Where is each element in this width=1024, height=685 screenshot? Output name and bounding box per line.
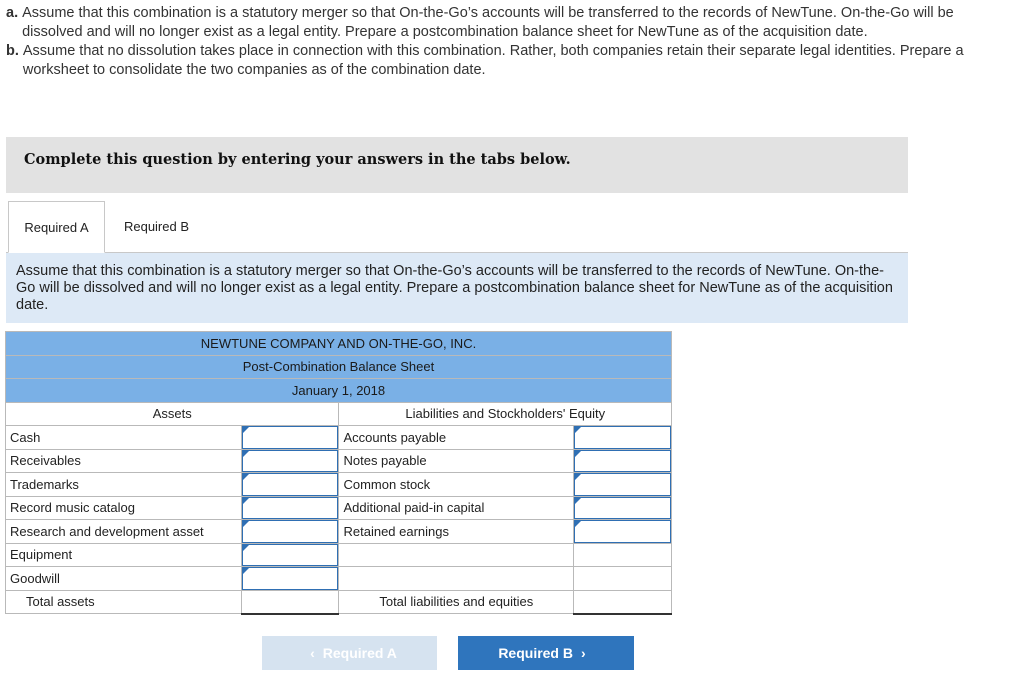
instruction-a xyxy=(6,4,1006,42)
asset-label-trademarks: Trademarks xyxy=(6,473,242,497)
liab-input-cell xyxy=(574,496,672,520)
input-marker-icon xyxy=(243,568,249,574)
sheet-company: NEWTUNE COMPANY AND ON-THE-GO, INC. xyxy=(6,332,672,356)
table-row xyxy=(6,543,672,567)
empty-cell xyxy=(574,543,672,567)
asset-input-cell xyxy=(241,567,339,591)
liab-label-notes-payable: Notes payable xyxy=(339,449,574,473)
input-marker-icon xyxy=(575,498,581,504)
trademarks-input[interactable] xyxy=(242,473,339,496)
asset-input-cell xyxy=(241,426,339,450)
liab-input-cell xyxy=(574,426,672,450)
asset-label-goodwill: Goodwill xyxy=(6,567,242,591)
notes-payable-input[interactable] xyxy=(574,450,671,473)
asset-input-cell xyxy=(241,473,339,497)
cash-input[interactable] xyxy=(242,426,339,449)
instruction-b-label: b. xyxy=(6,43,19,59)
sheet-date: January 1, 2018 xyxy=(6,379,672,403)
prev-button-label: Required A xyxy=(322,645,397,661)
sheet-company-row xyxy=(6,332,672,356)
instruction-a-text: Assume that this combination is a statutory merger so that On-the-Go’s accounts will be transferred to the records of NewTune. On-the-Go will be dissolved and will no longer exist as a legal entity. Prepare a postcombination balance sheet for NewTune as of the acquisition date. xyxy=(22,5,954,40)
balance-sheet-table xyxy=(5,331,672,615)
question-prompt xyxy=(6,253,908,323)
liab-label-common-stock: Common stock xyxy=(339,473,574,497)
input-marker-icon xyxy=(575,427,581,433)
complete-banner-text: Complete this question by entering your answers in the tabs below. xyxy=(24,151,571,168)
empty-cell xyxy=(339,567,574,591)
input-marker-icon xyxy=(243,498,249,504)
input-marker-icon xyxy=(243,521,249,527)
table-row xyxy=(6,473,672,497)
goodwill-input[interactable] xyxy=(242,567,339,590)
retained-earnings-input[interactable] xyxy=(574,520,671,543)
input-marker-icon xyxy=(243,474,249,480)
prev-required-a-button[interactable] xyxy=(262,636,437,670)
liab-input-cell xyxy=(574,449,672,473)
tab-bar xyxy=(6,201,908,253)
complete-banner xyxy=(6,137,908,193)
sheet-date-row xyxy=(6,379,672,403)
record-music-catalog-input[interactable] xyxy=(242,497,339,520)
instruction-b xyxy=(6,42,1006,80)
input-marker-icon xyxy=(575,474,581,480)
apic-input[interactable] xyxy=(574,497,671,520)
instruction-b-text: Assume that no dissolution takes place in connection with this combination. Rather, both companies retain their separate legal identities. Prepare a worksheet to consolidate the two companies as of the combination date. xyxy=(22,43,964,78)
asset-input-cell xyxy=(241,543,339,567)
asset-label-equipment: Equipment xyxy=(6,543,242,567)
total-liab-value xyxy=(574,590,672,614)
sheet-title-row xyxy=(6,355,672,379)
liab-input-cell xyxy=(574,520,672,544)
chevron-right-icon: › xyxy=(581,645,586,661)
total-assets-label: Total assets xyxy=(6,590,242,614)
rd-asset-input[interactable] xyxy=(242,520,339,543)
next-required-b-button[interactable] xyxy=(458,636,634,670)
accounts-payable-input[interactable] xyxy=(574,426,671,449)
total-row xyxy=(6,590,672,614)
liab-label-apic: Additional paid-in capital xyxy=(339,496,574,520)
sheet-title: Post-Combination Balance Sheet xyxy=(6,355,672,379)
asset-input-cell xyxy=(241,520,339,544)
instruction-a-label: a. xyxy=(6,5,19,21)
receivables-input[interactable] xyxy=(242,450,339,473)
instructions xyxy=(6,4,1006,80)
table-row xyxy=(6,449,672,473)
liab-input-cell xyxy=(574,473,672,497)
chevron-left-icon: ‹ xyxy=(310,645,315,661)
asset-input-cell xyxy=(241,496,339,520)
total-assets-value xyxy=(241,590,339,614)
asset-label-record-music-catalog: Record music catalog xyxy=(6,496,242,520)
table-row xyxy=(6,520,672,544)
tab-required-a[interactable]: Required A xyxy=(8,201,105,253)
table-row xyxy=(6,496,672,520)
input-marker-icon xyxy=(243,545,249,551)
liab-label-accounts-payable: Accounts payable xyxy=(339,426,574,450)
total-liab-label: Total liabilities and equities xyxy=(339,590,574,614)
next-button-label: Required B xyxy=(498,645,573,661)
assets-header: Assets xyxy=(6,402,339,426)
input-marker-icon xyxy=(243,451,249,457)
common-stock-input[interactable] xyxy=(574,473,671,496)
empty-cell xyxy=(574,567,672,591)
asset-label-cash: Cash xyxy=(6,426,242,450)
asset-label-rd-asset: Research and development asset xyxy=(6,520,242,544)
input-marker-icon xyxy=(243,427,249,433)
asset-input-cell xyxy=(241,449,339,473)
empty-cell xyxy=(339,543,574,567)
tab-required-b[interactable]: Required B xyxy=(106,201,207,252)
asset-label-receivables: Receivables xyxy=(6,449,242,473)
input-marker-icon xyxy=(575,451,581,457)
table-row xyxy=(6,567,672,591)
liab-label-retained-earnings: Retained earnings xyxy=(339,520,574,544)
question-prompt-text: Assume that this combination is a statutory merger so that On-the-Go’s accounts will be transferred to the records of NewTune. On-the-Go will be dissolved and will no longer exist as a legal entity. Prepare a postcombination balance sheet for NewTune as of the acquisition date. xyxy=(16,263,893,313)
sheet-column-header-row xyxy=(6,402,672,426)
equipment-input[interactable] xyxy=(242,544,339,567)
input-marker-icon xyxy=(575,521,581,527)
liabilities-header: Liabilities and Stockholders' Equity xyxy=(339,402,672,426)
table-row xyxy=(6,426,672,450)
